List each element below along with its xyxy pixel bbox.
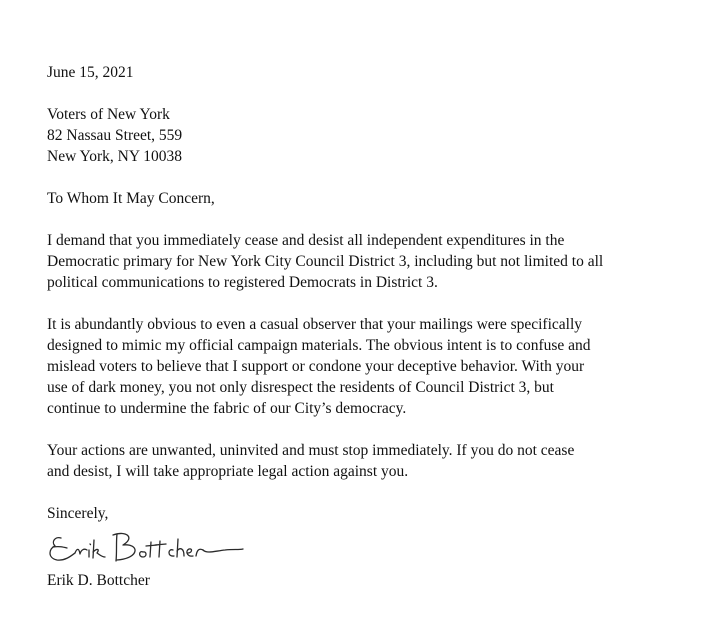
- spacer: [47, 83, 687, 104]
- paragraph-line: political communications to registered Democrats in District 3.: [47, 274, 438, 291]
- recipient-street: 82 Nassau Street, 559: [47, 127, 183, 144]
- spacer: [47, 209, 687, 230]
- recipient-address: [47, 104, 687, 167]
- recipient-name: Voters of New York: [47, 106, 170, 123]
- paragraph-line: It is abundantly obvious to even a casual observer that your mailings were specifically: [47, 316, 583, 333]
- recipient-city: New York, NY 10038: [47, 148, 183, 165]
- spacer: [47, 419, 687, 440]
- salutation: To Whom It May Concern,: [47, 190, 215, 207]
- paragraph-line: and desist, I will take appropriate legal action against you.: [47, 463, 409, 480]
- spacer: [47, 293, 687, 314]
- letter-date: June 15, 2021: [47, 64, 134, 81]
- spacer: [47, 167, 687, 188]
- paragraph-line: designed to mimic my official campaign materials. The obvious intent is to confuse and: [47, 337, 591, 354]
- signer-name: Erik D. Bottcher: [47, 572, 150, 589]
- paragraph-line: Your actions are unwanted, uninvited and must stop immediately. If you do not cease: [47, 442, 575, 459]
- paragraph-line: Democratic primary for New York City Council District 3, including but not limited to all: [47, 253, 604, 270]
- paragraph-line: use of dark money, you not only disrespect the residents of Council District 3, but: [47, 379, 554, 396]
- paragraph-line: continue to undermine the fabric of our City’s democracy.: [47, 400, 407, 417]
- paragraph-line: mislead voters to believe that I support or condone your deceptive behavior. With your: [47, 358, 585, 375]
- paragraph-line: I demand that you immediately cease and desist all independent expenditures in the: [47, 232, 565, 249]
- handwritten-signature: [47, 526, 247, 570]
- closing: Sincerely,: [47, 505, 109, 522]
- paragraph-3: [47, 440, 687, 482]
- paragraph-2: [47, 314, 687, 419]
- letter-body: [47, 62, 687, 591]
- spacer: [47, 482, 687, 503]
- paragraph-1: [47, 230, 687, 293]
